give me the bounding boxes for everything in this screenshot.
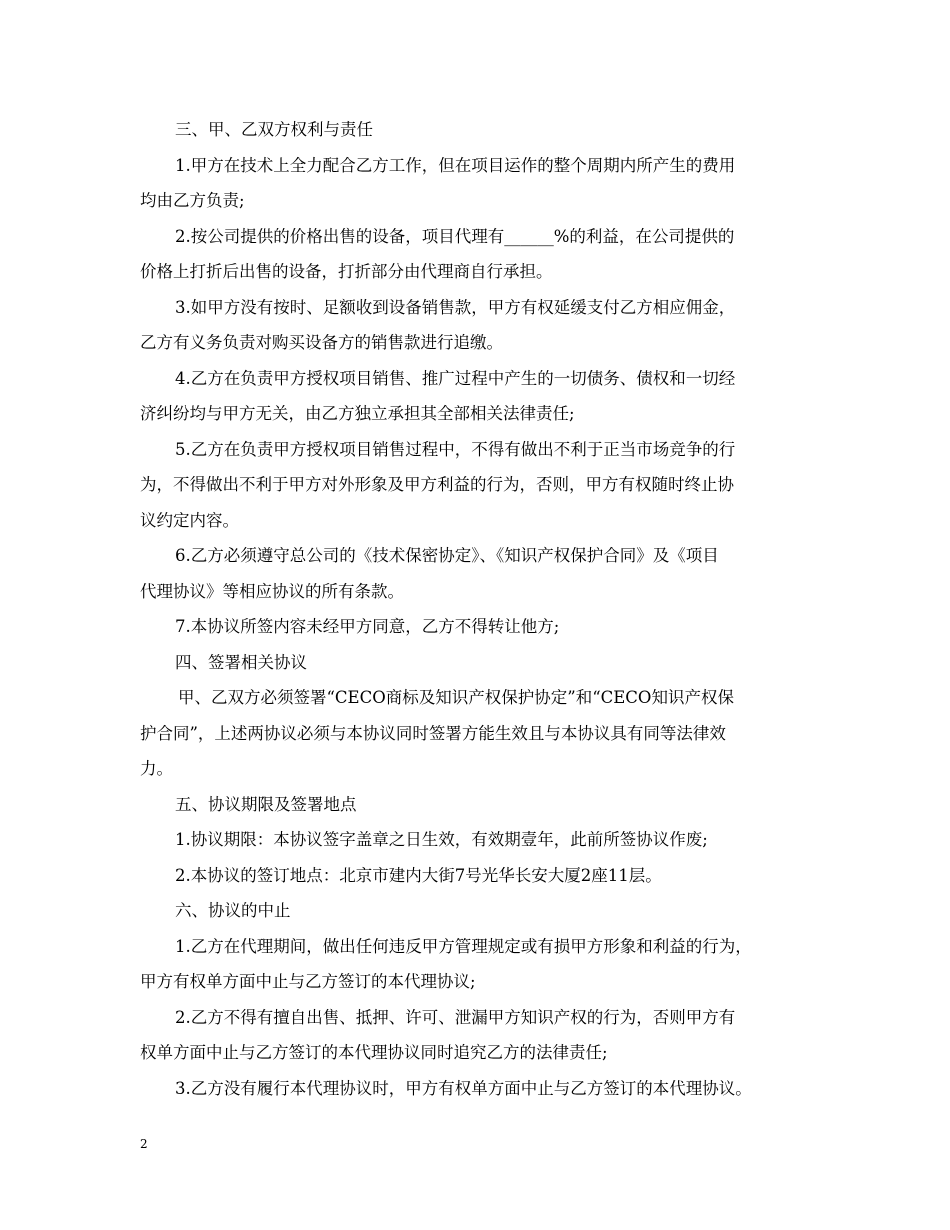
paragraph-line: 甲、乙双方必须签署“CECO商标及知识产权保护协定”和“CECO知识产权保 [178, 688, 734, 707]
paragraph-line: 价格上打折后出售的设备，打折部分由代理商自行承担。 [140, 262, 553, 281]
paragraph-line: 2.按公司提供的价格出售的设备，项目代理有______%的利益，在公司提供的 [175, 227, 735, 246]
section-heading-sign-agreements: 四、签署相关协议 [175, 653, 307, 672]
paragraph-line: 1.甲方在技术上全力配合乙方工作，但在项目运作的整个周期内所产生的费用 [175, 156, 736, 175]
paragraph-line: 乙方有义务负责对购买设备方的销售款进行追缴。 [140, 333, 503, 352]
paragraph-line: 护合同”，上述两协议必须与本协议同时签署方能生效且与本协议具有同等法律效 [140, 724, 726, 743]
paragraph-line: 3.乙方没有履行本代理协议时，甲方有权单方面中止与乙方签订的本代理协议。 [175, 1079, 752, 1098]
paragraph-line: 议约定内容。 [140, 511, 239, 530]
paragraph-line: 4.乙方在负责甲方授权项目销售、推广过程中产生的一切债务、债权和一切经 [175, 369, 736, 388]
paragraph-line: 7.本协议所签内容未经甲方同意，乙方不得转让他方; [175, 617, 560, 636]
paragraph-line: 3.如甲方没有按时、足额收到设备销售款，甲方有权延缓支付乙方相应佣金， [175, 298, 736, 317]
paragraph-line: 1.乙方在代理期间，做出任何违反甲方管理规定或有损甲方形象和利益的行为， [175, 937, 752, 956]
paragraph-line: 1.协议期限：本协议签字盖章之日生效，有效期壹年，此前所签协议作废; [175, 830, 708, 849]
paragraph-line: 均由乙方负责; [140, 191, 245, 210]
paragraph-line: 2.本协议的签订地点：北京市建内大街7号光华长安大厦2座11层。 [175, 866, 662, 885]
section-heading-termination: 六、协议的中止 [175, 901, 291, 920]
paragraph-line: 为，不得做出不利于甲方对外形象及甲方利益的行为，否则，甲方有权随时终止协 [140, 475, 734, 494]
paragraph-line: 代理协议》等相应协议的所有条款。 [140, 582, 404, 601]
paragraph-line: 6.乙方必须遵守总公司的《技术保密协定》、《知识产权保护合同》及《项目 [175, 546, 719, 565]
paragraph-line: 甲方有权单方面中止与乙方签订的本代理协议; [140, 972, 476, 991]
page-number: 2 [140, 1137, 148, 1151]
paragraph-line: 2.乙方不得有擅自出售、抵押、许可、泄漏甲方知识产权的行为，否则甲方有 [175, 1008, 736, 1027]
paragraph-line: 5.乙方在负责甲方授权项目销售过程中，不得有做出不利于正当市场竞争的行 [175, 440, 736, 459]
paragraph-line: 权单方面中止与乙方签订的本代理协议同时追究乙方的法律责任; [140, 1043, 608, 1062]
section-heading-term-location: 五、协议期限及签署地点 [175, 795, 357, 814]
section-heading-rights: 三、甲、乙双方权利与责任 [175, 120, 373, 139]
paragraph-line: 力。 [140, 759, 173, 778]
paragraph-line: 济纠纷均与甲方无关，由乙方独立承担其全部相关法律责任; [140, 404, 575, 423]
